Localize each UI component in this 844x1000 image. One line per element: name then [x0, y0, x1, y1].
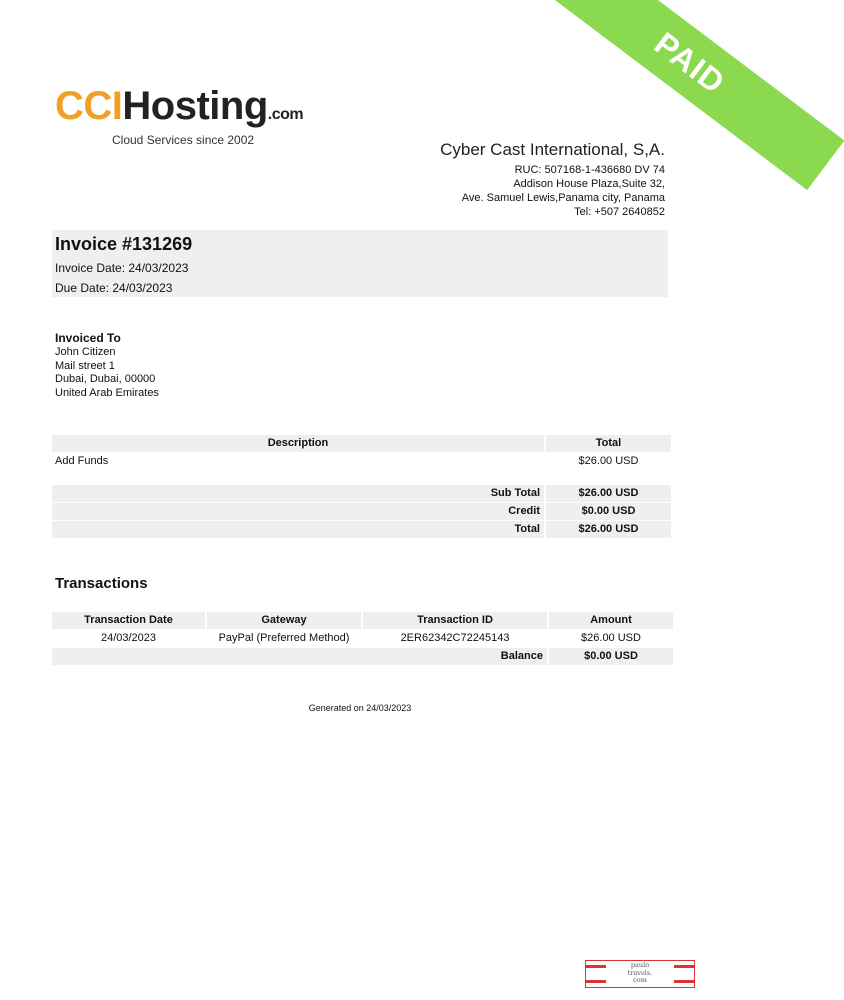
subtotal-label: Sub Total — [52, 485, 544, 502]
invoice-header — [52, 230, 668, 297]
transaction-id: 2ER62342C72245143 — [400, 632, 510, 644]
total-label: Total — [52, 521, 544, 538]
credit-label: Credit — [52, 503, 544, 520]
logo-tagline: Cloud Services since 2002 — [112, 133, 255, 147]
transactions-title: Transactions — [55, 575, 148, 592]
total-row — [52, 521, 671, 538]
invoiced-to — [55, 331, 159, 400]
billto-street: Mail street 1 — [55, 359, 115, 372]
paid-stamp-text: PAID — [536, 0, 844, 190]
company-phone: Tel: +507 2640852 — [574, 206, 665, 218]
invoice-due-date: Due Date: 24/03/2023 — [55, 281, 173, 295]
company-address-2: Ave. Samuel Lewis,Panama city, Panama — [461, 192, 665, 204]
company-logo — [55, 86, 303, 147]
billto-name: John Citizen — [55, 346, 116, 358]
credit-row — [52, 503, 671, 520]
billto-city: Dubai, Dubai, 00000 — [55, 373, 156, 385]
company-name: Cyber Cast International, S,A. — [440, 140, 665, 159]
transactions-header-row — [52, 612, 673, 629]
watermark-text: paulo travels. com — [627, 961, 653, 984]
invoiced-to-title: Invoiced To — [55, 331, 121, 345]
transaction-date-header: Transaction Date — [52, 612, 205, 629]
company-address-1: Addison House Plaza,Suite 32, — [513, 178, 665, 190]
transactions-table — [52, 612, 673, 666]
table-row — [52, 453, 671, 470]
subtotal-value: $26.00 USD — [546, 485, 671, 502]
generated-note: Generated on 24/03/2023 — [308, 703, 412, 713]
total-header: Total — [546, 435, 671, 452]
amount-header: Amount — [549, 612, 673, 629]
invoice-date: Invoice Date: 24/03/2023 — [55, 261, 189, 275]
transaction-amount: $26.00 USD — [581, 632, 641, 644]
transaction-date: 24/03/2023 — [100, 632, 157, 644]
company-info — [345, 140, 665, 219]
billto-country: United Arab Emirates — [55, 386, 159, 399]
item-total: $26.00 USD — [578, 455, 639, 467]
subtotal-row — [52, 485, 671, 502]
balance-row — [52, 648, 673, 665]
item-description: Add Funds — [55, 455, 109, 467]
transaction-id-header: Transaction ID — [363, 612, 547, 629]
gateway-header: Gateway — [207, 612, 361, 629]
invoice-title: Invoice #131269 — [55, 234, 193, 254]
items-header-row — [52, 435, 671, 452]
total-value: $26.00 USD — [546, 521, 671, 538]
credit-value: $0.00 USD — [546, 503, 671, 520]
logo-hosting: Hosting — [122, 84, 268, 128]
items-table — [52, 435, 671, 471]
balance-value: $0.00 USD — [549, 648, 673, 665]
table-row — [52, 630, 673, 647]
logo-com: .com — [267, 106, 304, 123]
watermark-logo — [585, 960, 695, 988]
company-ruc: RUC: 507168-1-436680 DV 74 — [514, 164, 665, 176]
balance-label: Balance — [52, 648, 547, 665]
summary-table — [52, 485, 671, 539]
description-header: Description — [52, 435, 544, 452]
logo-cci: CCI — [55, 84, 123, 128]
transaction-gateway: PayPal (Preferred Method) — [218, 632, 350, 644]
